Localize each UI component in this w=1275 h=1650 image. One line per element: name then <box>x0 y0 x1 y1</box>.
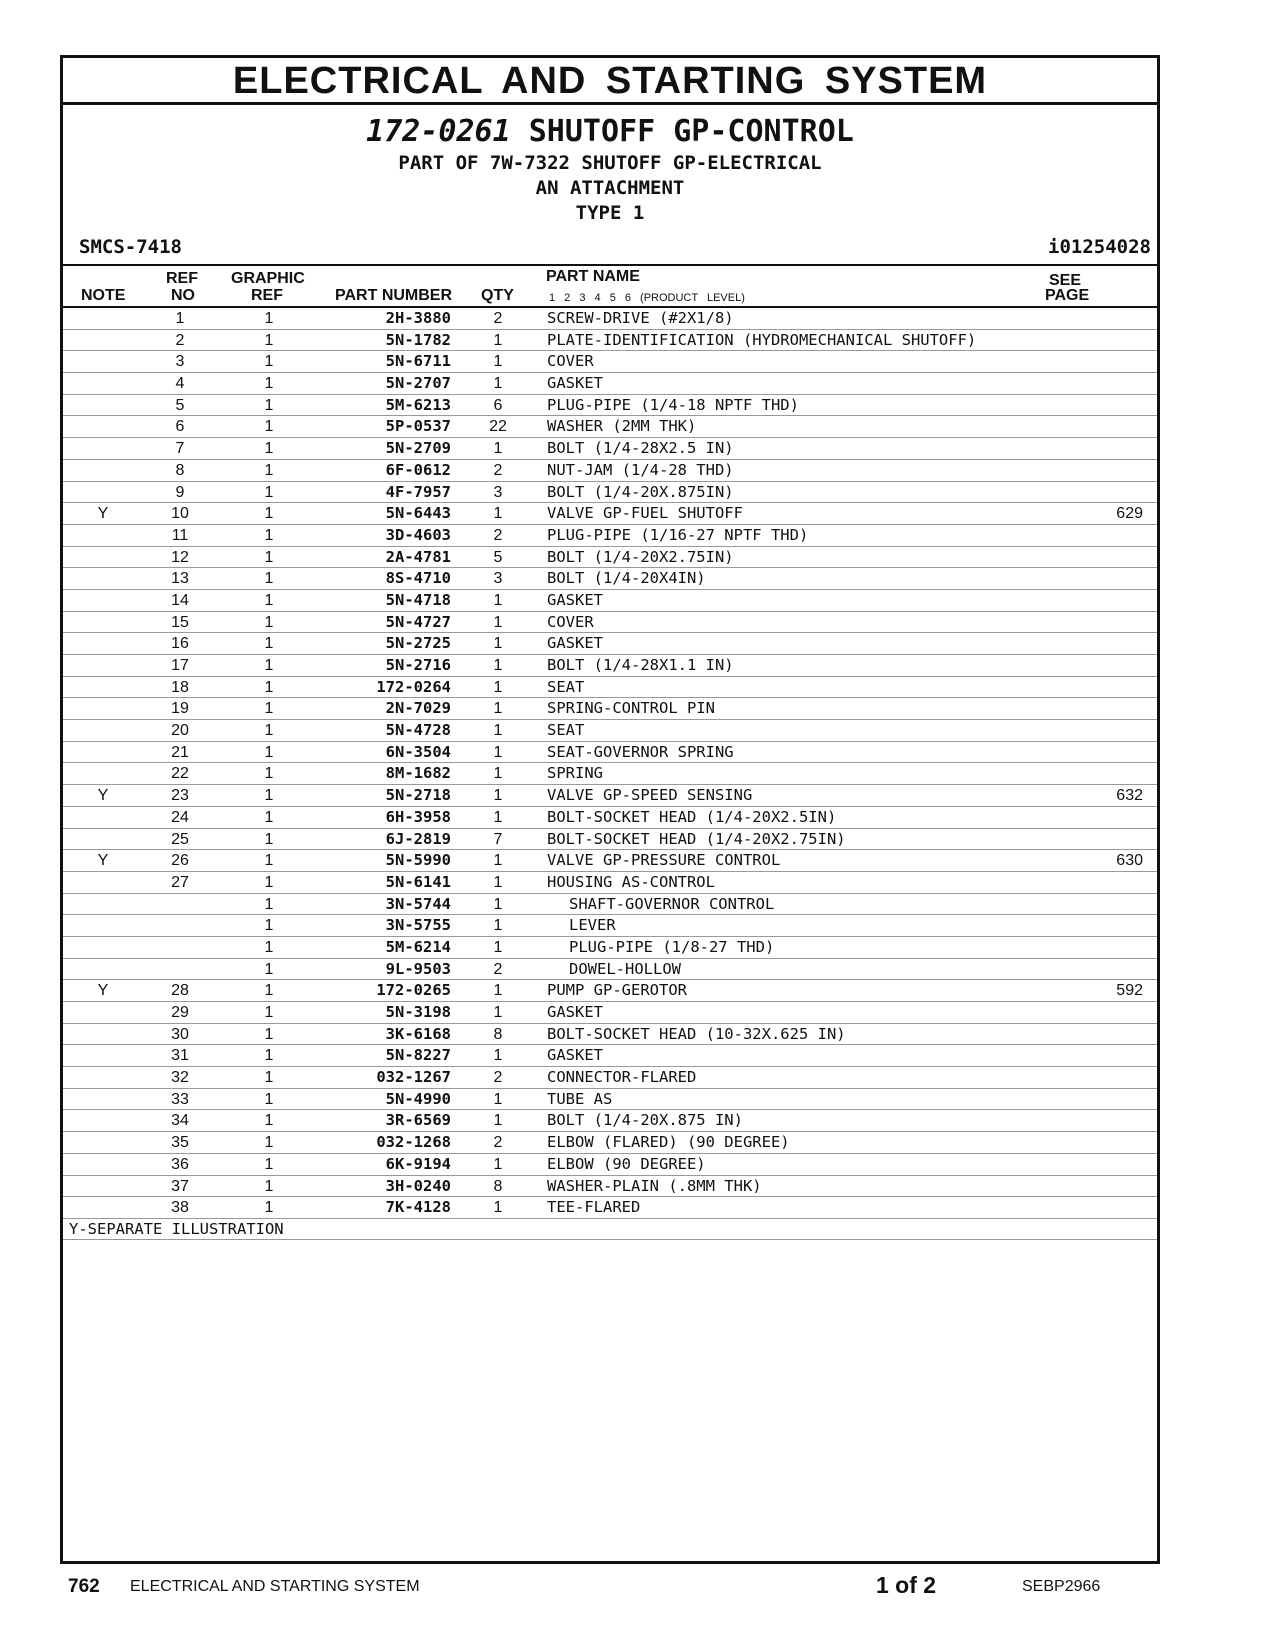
part-number-cell: 5N-5990 <box>385 851 451 870</box>
part-number-cell: 2H-3880 <box>385 309 451 327</box>
part-number-cell: 6H-3958 <box>385 807 451 826</box>
part-number-cell: 172-0265 <box>376 981 451 1000</box>
part-name-cell: GASKET <box>547 374 603 393</box>
ref-number-cell: 3 <box>175 353 185 371</box>
quantity-cell: 1 <box>493 1199 503 1217</box>
quantity-cell: 7 <box>493 830 503 848</box>
part-name-cell: SPRING <box>547 764 603 783</box>
part-of-line: PART OF 7W-7322 SHUTOFF GP-ELECTRICAL <box>398 152 822 174</box>
graphic-ref-cell: 1 <box>264 548 274 566</box>
part-name-cell: ELBOW (90 DEGREE) <box>547 1154 706 1173</box>
table-row <box>63 1132 1157 1154</box>
part-number-cell: 5N-4727 <box>385 612 451 631</box>
part-name-cell: SHAFT-GOVERNOR CONTROL <box>569 894 775 913</box>
part-name-cell: BOLT (1/4-20X4IN) <box>547 569 706 588</box>
table-row <box>63 807 1157 829</box>
note-cell: Y <box>97 982 109 1000</box>
part-name-cell: BOLT-SOCKET HEAD (10-32X.625 IN) <box>547 1024 846 1043</box>
ref-number-cell: 1 <box>175 310 185 327</box>
table-row <box>63 829 1157 851</box>
ref-number-cell: 8 <box>175 461 185 479</box>
part-name-cell: PLUG-PIPE (1/4-18 NPTF THD) <box>547 395 799 414</box>
ref-number-cell: 21 <box>171 743 189 761</box>
quantity-cell: 1 <box>493 787 503 805</box>
quantity-cell: 1 <box>493 613 503 631</box>
table-row <box>63 503 1157 525</box>
part-number-cell: 5N-1782 <box>385 330 451 349</box>
quantity-cell: 1 <box>493 895 503 913</box>
quantity-cell: 2 <box>493 1134 503 1152</box>
attachment-line: AN ATTACHMENT <box>535 177 685 199</box>
table-row <box>63 1154 1157 1176</box>
part-name-cell: BOLT-SOCKET HEAD (1/4-20X2.5IN) <box>547 807 837 826</box>
part-number-cell: 6K-9194 <box>385 1154 451 1173</box>
part-name-cell: TUBE AS <box>547 1089 613 1108</box>
ref-number-cell: 27 <box>171 873 189 891</box>
part-number-cell: 2A-4781 <box>385 547 451 566</box>
quantity-cell: 1 <box>493 1047 503 1065</box>
quantity-cell: 3 <box>493 570 503 588</box>
part-name-cell: TEE-FLARED <box>547 1198 641 1217</box>
quantity-cell: 1 <box>493 591 503 609</box>
header-see-bottom: PAGE <box>1045 287 1090 304</box>
part-number-cell: 5N-4990 <box>385 1089 451 1108</box>
table-row <box>63 937 1157 959</box>
graphic-ref-cell: 1 <box>264 960 274 978</box>
part-number-cell: 5M-6214 <box>385 937 451 956</box>
table-row <box>63 1067 1157 1089</box>
part-name-cell: BOLT (1/4-20X2.75IN) <box>547 547 734 566</box>
quantity-cell: 1 <box>493 982 503 1000</box>
graphic-ref-cell: 1 <box>264 678 274 696</box>
publication-number: SEBP2966 <box>1022 1578 1101 1595</box>
graphic-ref-cell: 1 <box>264 1155 274 1173</box>
ref-number-cell: 18 <box>171 678 189 696</box>
ref-number-cell: 34 <box>171 1112 189 1130</box>
part-name-cell: BOLT (1/4-28X1.1 IN) <box>547 656 734 674</box>
note-cell: Y <box>97 852 109 870</box>
quantity-cell: 1 <box>493 440 503 458</box>
quantity-cell: 2 <box>493 960 503 978</box>
quantity-cell: 1 <box>493 375 503 393</box>
ref-number-cell: 33 <box>171 1090 189 1108</box>
quantity-cell: 1 <box>493 938 503 956</box>
quantity-cell: 1 <box>493 808 503 826</box>
part-number-cell: 5N-2725 <box>385 634 451 653</box>
part-number-cell: 5N-2709 <box>385 439 451 458</box>
quantity-cell: 6 <box>493 396 503 414</box>
ref-number-cell: 30 <box>171 1025 189 1043</box>
header-graphic-bottom: REF <box>251 287 283 304</box>
graphic-ref-cell: 1 <box>264 787 274 805</box>
ref-number-cell: 29 <box>171 1004 189 1021</box>
table-row <box>63 612 1157 634</box>
graphic-ref-cell: 1 <box>264 375 274 393</box>
ref-number-cell: 11 <box>171 526 189 544</box>
see-page-cell: 629 <box>1116 505 1143 523</box>
part-number-cell: 8M-1682 <box>385 764 451 783</box>
ref-number-cell: 6 <box>175 418 185 436</box>
see-page-cell: 632 <box>1116 787 1143 805</box>
quantity-cell: 3 <box>493 483 503 501</box>
part-name-cell: BOLT (1/4-20X.875 IN) <box>547 1111 743 1130</box>
header-see-top: SEE <box>1049 272 1082 289</box>
part-number-cell: 6F-0612 <box>385 460 451 479</box>
part-number-cell: 5P-0537 <box>385 417 451 436</box>
quantity-cell: 1 <box>493 678 503 696</box>
group-header <box>63 105 1157 226</box>
ref-number-cell: 16 <box>171 635 189 653</box>
part-number-cell: 5N-8227 <box>385 1046 451 1065</box>
smcs-row <box>63 232 1157 266</box>
ref-number-cell: 37 <box>171 1177 189 1195</box>
page-frame <box>60 55 1160 1564</box>
table-row <box>63 1176 1157 1198</box>
ref-number-cell: 26 <box>171 852 189 870</box>
header-product-levels: 1 2 3 4 5 6 (PRODUCT LEVEL) <box>549 292 745 304</box>
ref-number-cell: 38 <box>171 1199 189 1217</box>
ref-number-cell: 32 <box>171 1069 189 1087</box>
graphic-ref-cell: 1 <box>264 982 274 1000</box>
group-number: 172-0261 <box>366 114 511 149</box>
graphic-ref-cell: 1 <box>264 613 274 631</box>
part-number-cell: 5N-6141 <box>385 872 451 891</box>
header-ref-bottom: NO <box>171 287 195 304</box>
part-name-cell: GASKET <box>547 1046 603 1065</box>
graphic-ref-cell: 1 <box>264 505 274 523</box>
graphic-ref-cell: 1 <box>264 895 274 913</box>
table-row <box>63 1089 1157 1111</box>
table-row <box>63 655 1157 677</box>
part-number-cell: 5N-6443 <box>385 504 451 523</box>
graphic-ref-cell: 1 <box>264 310 274 327</box>
ref-number-cell: 7 <box>175 440 185 458</box>
part-number-cell: 9L-9503 <box>385 959 451 978</box>
footer-title: ELECTRICAL AND STARTING SYSTEM <box>130 1578 420 1595</box>
quantity-cell: 1 <box>493 917 503 935</box>
ref-number-cell: 25 <box>171 830 189 848</box>
quantity-cell: 1 <box>493 635 503 653</box>
part-name-cell: ELBOW (FLARED) (90 DEGREE) <box>547 1133 790 1152</box>
graphic-ref-cell: 1 <box>264 722 274 740</box>
quantity-cell: 1 <box>493 700 503 718</box>
table-row <box>63 1002 1157 1024</box>
ref-number-cell: 36 <box>171 1155 189 1173</box>
footnote: Y-SEPARATE ILLUSTRATION <box>63 1219 1157 1240</box>
ref-number-cell: 12 <box>171 548 189 566</box>
part-number-cell: 5N-2716 <box>385 656 451 674</box>
type-line: TYPE 1 <box>575 202 645 224</box>
ref-number-cell: 10 <box>171 505 189 523</box>
graphic-ref-cell: 1 <box>264 1004 274 1021</box>
table-row <box>63 1197 1157 1219</box>
quantity-cell: 5 <box>493 548 503 566</box>
table-row <box>63 850 1157 872</box>
graphic-ref-cell: 1 <box>264 440 274 458</box>
table-row <box>63 1110 1157 1132</box>
part-number-cell: 032-1267 <box>376 1068 451 1087</box>
table-row <box>63 677 1157 699</box>
part-name-cell: HOUSING AS-CONTROL <box>547 872 715 891</box>
graphic-ref-cell: 1 <box>264 591 274 609</box>
graphic-ref-cell: 1 <box>264 830 274 848</box>
illustration-id: i01254028 <box>1048 236 1151 258</box>
part-number-cell: 5N-2718 <box>385 786 451 805</box>
table-row <box>63 395 1157 417</box>
part-name-cell: CONNECTOR-FLARED <box>547 1068 697 1087</box>
table-row <box>63 742 1157 764</box>
table-row <box>63 590 1157 612</box>
quantity-cell: 8 <box>493 1025 503 1043</box>
quantity-cell: 2 <box>493 1069 503 1087</box>
part-number-cell: 3K-6168 <box>385 1024 451 1043</box>
part-name-cell: SEAT-GOVERNOR SPRING <box>547 742 734 761</box>
header-part-name: PART NAME <box>546 268 640 285</box>
graphic-ref-cell: 1 <box>264 1177 274 1195</box>
quantity-cell: 1 <box>493 1004 503 1021</box>
graphic-ref-cell: 1 <box>264 938 274 956</box>
part-name-cell: SEAT <box>547 677 585 696</box>
header-part-number: PART NUMBER <box>335 287 453 304</box>
graphic-ref-cell: 1 <box>264 917 274 935</box>
part-number-cell: 3N-5755 <box>385 916 451 935</box>
page-number: 762 <box>68 1576 100 1597</box>
graphic-ref-cell: 1 <box>264 852 274 870</box>
part-number-cell: 4F-7957 <box>385 482 451 501</box>
graphic-ref-cell: 1 <box>264 657 274 674</box>
part-number-cell: 172-0264 <box>376 677 451 696</box>
table-row <box>63 482 1157 504</box>
part-number-cell: 5N-2707 <box>385 374 451 393</box>
ref-number-cell: 31 <box>171 1047 189 1065</box>
ref-number-cell: 17 <box>171 657 189 674</box>
part-name-cell: BOLT-SOCKET HEAD (1/4-20X2.75IN) <box>547 829 846 848</box>
graphic-ref-cell: 1 <box>264 1112 274 1130</box>
quantity-cell: 1 <box>493 505 503 523</box>
graphic-ref-cell: 1 <box>264 1047 274 1065</box>
graphic-ref-cell: 1 <box>264 743 274 761</box>
graphic-ref-cell: 1 <box>264 1090 274 1108</box>
table-row <box>63 1024 1157 1046</box>
graphic-ref-cell: 1 <box>264 765 274 783</box>
part-number-cell: 5N-4728 <box>385 721 451 740</box>
table-row <box>63 460 1157 482</box>
part-name-cell: SEAT <box>547 721 585 740</box>
graphic-ref-cell: 1 <box>264 526 274 544</box>
group-title <box>63 113 1157 151</box>
quantity-cell: 1 <box>493 331 503 349</box>
part-number-cell: 3N-5744 <box>385 894 451 913</box>
ref-number-cell: 5 <box>175 396 185 414</box>
table-row <box>63 373 1157 395</box>
ref-number-cell: 28 <box>171 982 189 1000</box>
header-ref-top: REF <box>166 270 198 287</box>
table-row <box>63 785 1157 807</box>
graphic-ref-cell: 1 <box>264 461 274 479</box>
smcs-code: SMCS-7418 <box>79 236 182 258</box>
ref-number-cell: 13 <box>171 570 189 588</box>
graphic-ref-cell: 1 <box>264 483 274 501</box>
ref-number-cell: 23 <box>171 787 189 805</box>
part-number-cell: 5N-3198 <box>385 1003 451 1021</box>
part-name-cell: GASKET <box>547 634 603 653</box>
table-row <box>63 308 1157 330</box>
quantity-cell: 1 <box>493 657 503 674</box>
part-name-cell: WASHER-PLAIN (.8MM THK) <box>547 1176 762 1195</box>
table-row <box>63 547 1157 569</box>
part-name-cell: SPRING-CONTROL PIN <box>547 699 715 718</box>
graphic-ref-cell: 1 <box>264 396 274 414</box>
table-row <box>63 1045 1157 1067</box>
part-number-cell: 7K-4128 <box>385 1198 451 1217</box>
header-qty: QTY <box>481 287 514 304</box>
table-row <box>63 416 1157 438</box>
part-number-cell: 032-1268 <box>376 1133 451 1152</box>
quantity-cell: 2 <box>493 526 503 544</box>
table-row <box>63 351 1157 373</box>
ref-number-cell: 24 <box>171 808 189 826</box>
table-row <box>63 872 1157 894</box>
page-footer <box>60 1572 1160 1602</box>
part-number-cell: 3D-4603 <box>385 525 451 544</box>
part-name-cell: LEVER <box>569 916 616 935</box>
table-row <box>63 959 1157 981</box>
table-row <box>63 980 1157 1002</box>
graphic-ref-cell: 1 <box>264 353 274 371</box>
part-name-cell: PLUG-PIPE (1/16-27 NPTF THD) <box>547 525 809 544</box>
table-row <box>63 525 1157 547</box>
ref-number-cell: 9 <box>175 483 185 501</box>
quantity-cell: 1 <box>493 852 503 870</box>
graphic-ref-cell: 1 <box>264 635 274 653</box>
part-name-cell: VALVE GP-FUEL SHUTOFF <box>547 504 743 523</box>
part-name-cell: NUT-JAM (1/4-28 THD) <box>547 460 734 479</box>
graphic-ref-cell: 1 <box>264 700 274 718</box>
ref-number-cell: 35 <box>171 1134 189 1152</box>
quantity-cell: 1 <box>493 873 503 891</box>
table-row <box>63 763 1157 785</box>
quantity-cell: 22 <box>489 418 507 436</box>
table-row <box>63 915 1157 937</box>
part-name-cell: VALVE GP-PRESSURE CONTROL <box>547 851 781 870</box>
quantity-cell: 8 <box>493 1177 503 1195</box>
graphic-ref-cell: 1 <box>264 418 274 436</box>
part-name-cell: PLUG-PIPE (1/8-27 THD) <box>569 937 775 956</box>
part-number-cell: 8S-4710 <box>385 569 451 588</box>
ref-number-cell: 2 <box>175 331 185 349</box>
quantity-cell: 2 <box>493 310 503 327</box>
quantity-cell: 1 <box>493 1090 503 1108</box>
part-number-cell: 3H-0240 <box>385 1176 451 1195</box>
sheet-indicator: 1 of 2 <box>876 1572 937 1598</box>
parts-table <box>63 308 1157 1219</box>
table-row <box>63 698 1157 720</box>
part-number-cell: 5N-6711 <box>385 352 451 371</box>
part-name-cell: BOLT (1/4-20X.875IN) <box>547 482 734 501</box>
part-name-cell: BOLT (1/4-28X2.5 IN) <box>547 439 734 458</box>
graphic-ref-cell: 1 <box>264 1025 274 1043</box>
part-number-cell: 3R-6569 <box>385 1111 451 1130</box>
part-number-cell: 6J-2819 <box>385 829 451 848</box>
ref-number-cell: 4 <box>175 375 185 393</box>
table-row <box>63 720 1157 742</box>
ref-number-cell: 15 <box>171 613 189 631</box>
ref-number-cell: 20 <box>171 722 189 740</box>
quantity-cell: 1 <box>493 353 503 371</box>
part-name-cell: PLATE-IDENTIFICATION (HYDROMECHANICAL SHUTOFF) <box>547 330 977 349</box>
part-name-cell: COVER <box>547 612 594 631</box>
part-name-cell: WASHER (2MM THK) <box>547 417 697 436</box>
part-name-cell: DOWEL-HOLLOW <box>569 959 681 978</box>
group-name: SHUTOFF GP-CONTROL <box>528 114 854 149</box>
column-header <box>63 266 1157 308</box>
part-number-cell: 2N-7029 <box>385 699 451 718</box>
quantity-cell: 1 <box>493 1112 503 1130</box>
quantity-cell: 1 <box>493 722 503 740</box>
table-row <box>63 438 1157 460</box>
part-number-cell: 5N-4718 <box>385 590 451 609</box>
part-name-cell: COVER <box>547 352 594 371</box>
section-title: ELECTRICAL AND STARTING SYSTEM <box>63 58 1157 105</box>
see-page-cell: 592 <box>1116 982 1143 1000</box>
graphic-ref-cell: 1 <box>264 570 274 588</box>
part-name-cell: GASKET <box>547 1003 603 1021</box>
ref-number-cell: 14 <box>171 591 189 609</box>
see-page-cell: 630 <box>1116 852 1143 870</box>
part-number-cell: 6N-3504 <box>385 742 451 761</box>
part-name-cell: VALVE GP-SPEED SENSING <box>547 786 753 805</box>
ref-number-cell: 19 <box>171 700 189 718</box>
quantity-cell: 1 <box>493 765 503 783</box>
graphic-ref-cell: 1 <box>264 331 274 349</box>
graphic-ref-cell: 1 <box>264 808 274 826</box>
table-row <box>63 633 1157 655</box>
header-note: NOTE <box>81 287 126 304</box>
table-row <box>63 330 1157 352</box>
graphic-ref-cell: 1 <box>264 873 274 891</box>
graphic-ref-cell: 1 <box>264 1069 274 1087</box>
part-number-cell: 5M-6213 <box>385 395 451 414</box>
quantity-cell: 2 <box>493 461 503 479</box>
quantity-cell: 1 <box>493 743 503 761</box>
header-graphic-top: GRAPHIC <box>231 270 305 287</box>
graphic-ref-cell: 1 <box>264 1134 274 1152</box>
note-cell: Y <box>97 505 109 523</box>
table-row <box>63 894 1157 916</box>
part-name-cell: GASKET <box>547 590 603 609</box>
table-row <box>63 568 1157 590</box>
graphic-ref-cell: 1 <box>264 1199 274 1217</box>
part-name-cell: SCREW-DRIVE (#2X1/8) <box>547 309 734 327</box>
note-cell: Y <box>97 787 109 805</box>
part-name-cell: PUMP GP-GEROTOR <box>547 981 687 1000</box>
quantity-cell: 1 <box>493 1155 503 1173</box>
ref-number-cell: 22 <box>171 765 189 783</box>
